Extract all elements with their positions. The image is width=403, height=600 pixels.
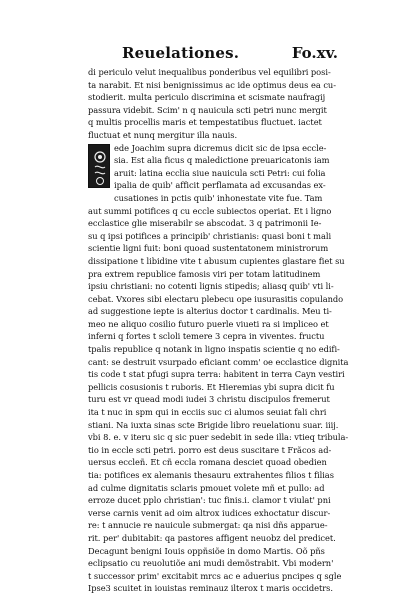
text-line: inferni q fortes t scloli temere 3 cepra in viventes. fructu [88,331,325,342]
text-line: sia. Est alia ficus q maledictione preuaricatonis iam [114,155,330,166]
text-line: ta narabit. Et nisi benignissimus ac ide optimus deus ea cu- [88,79,336,90]
decorated-initial [88,144,110,188]
running-head: Reuelationes. [122,44,240,62]
text-line: tis code t stat pfugi supra terra: habitent in terra Cayn vestiri [88,369,345,380]
text-line: ede Joachim supra dicremus dicit sic de ipsa eccle- [114,142,327,153]
text-line: eclipsatio cu reuolutiõe ani mudi demõstrabit. Vbi modern' [88,558,334,569]
text-line: ita t nuc in spm qui in ecciis suc ci alumos seuiat fali chri [88,407,327,418]
text-line: di periculo velut inequalibus ponderibus vel equilibri posi- [88,67,331,77]
text-line: fluctuat et nunq mergitur illa nauis. [88,129,238,140]
drop-cap-initial-icon [88,144,110,188]
text-line: q multis procellis maris et tempestatibus fluctuet. iactet [88,117,322,128]
text-line: cebat. Vxores sibi electaru plebecu ope iusurasitis copulando [88,293,344,304]
text-line: pra extrem republice famosis viri per totam latitudinem [88,268,321,279]
text-line: dissipatione t libidine vite t abusum cupientes glastare fiet su [88,255,345,266]
text-line: rit. per' dubitabit: qa pastores affigent neuobz del predicet. [88,532,336,543]
text-line: ipsiu christiani: no cotenti lignis stipedis; aliasq quib' vti li- [88,281,334,292]
body-text [88,66,356,595]
text-line: ad culme dignitatis sclaris pmouet volete mñ et pullo: ad [88,482,325,493]
folio-number: Fo.xv. [291,44,338,62]
text-line: erroze ducet pplo christian': tuc finis.i. clamor t viulat' pni [88,495,331,506]
page-header [98,44,338,66]
text-line: meo ne aliquo cosilio futuro puerle viueti ra si impliceo et [88,318,329,329]
text-line: Ipse3 scuitet in iouistas reminauz ilterox t maris occidetrs. [88,583,333,594]
text-line: aut summi potifices q cu eccle subiectos operiat. Et i ligno [88,205,332,216]
text-line: stodierit. multa periculo discrimina et scismate naufragij [88,92,326,103]
text-line: ad suggestione iepte is alterius doctor t cardinalis. Meu ti- [88,306,332,317]
text-line: passura videbit. Scim' n q nauicula scti petri nunc mergit [88,104,327,115]
text-line: vbi 8. e. v iteru sic q sic puer sedebit in sede illa: vtieq tribula- [88,432,349,443]
text-line: scientie ligni fuit: boni quoad sustentatonem ministrorum [88,243,329,254]
text-line: stiani. Na iuxta sinas scte Brigide libro reuelationu suar. iiij. [88,419,339,430]
text-line: pellicis cosusionis t ruboris. Et Hieremias ybi supra dicit fu [88,381,335,392]
text-line: cusationes in pctis quib' inhonestate vite fue. Tam [114,192,323,203]
text-line: verse carnis venit ad oim altrox iudices exhoctatur discur- [88,507,331,518]
text-line: uersus eccleñ. Et cñ eccla romana desciet quoad obedien [88,457,327,468]
text-line: Decagunt benigni Iouis oppñsiõe in domo Martis. Oõ pñs [88,545,325,556]
text-line: re: t annucie re nauicule submergat: qa nisi dñs apparue- [88,520,328,531]
text-line: turu est vr quead modi iudei 3 christu discipulos fremerut [88,394,330,405]
text-line: ipalia de quib' afficit perflamata ad excusandas ex- [114,180,326,191]
text-line: tpalis republice q notank in ligno inspatis scientie q no edifi- [88,344,340,355]
text-line: t successor prim' excitabit mrcs ac e aduerius pncipes q sgle [88,570,342,581]
text-line: ecclastice glie miserabilr se abscodat. 3 q patrimonii Ie- [88,218,322,229]
text-line: cant: se destruit vsurpado eficiant comm' oe ecclastice dignita [88,356,349,367]
text-line: tia: potifices ex alemanis thesauru extrahentes filios t filias [88,470,334,480]
text-line: su q ipsi potifices a principib' christianis: quasi boni t mali [88,230,332,241]
text-line: tio in eccle scti petri. porro est deus suscitare t Frãcos ad- [88,444,332,455]
text-line: aruit: latina ecclia siue nauicula scti Petri: cui folia [114,167,326,178]
